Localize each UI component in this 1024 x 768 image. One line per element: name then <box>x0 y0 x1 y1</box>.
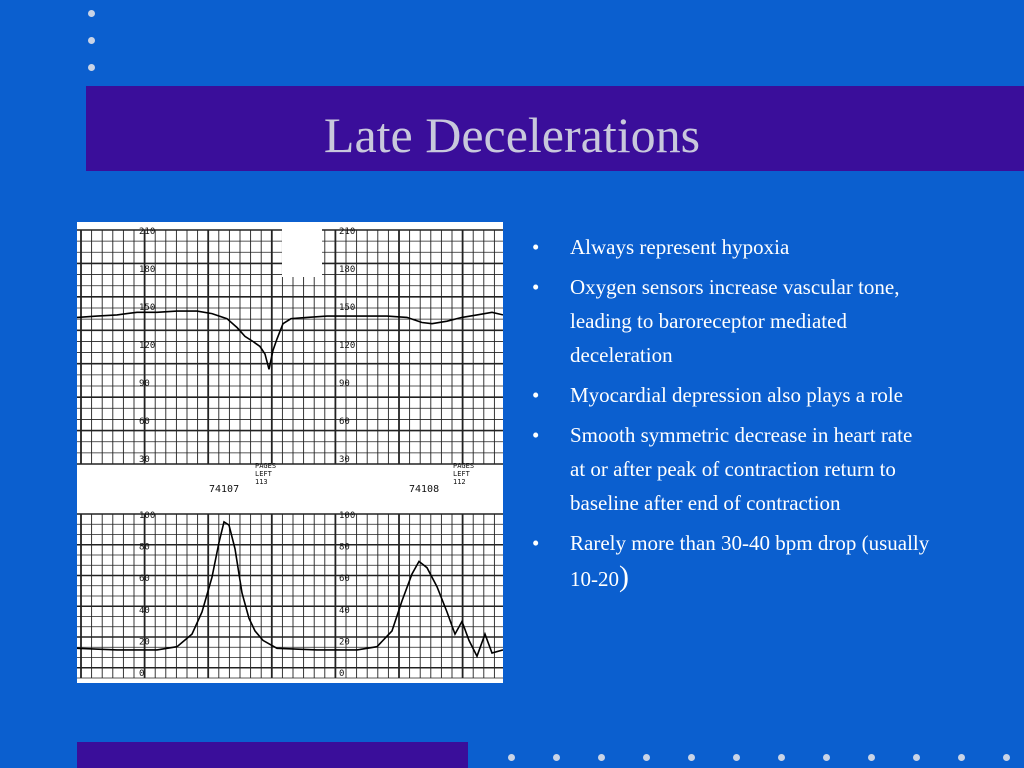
slide-title: Late Decelerations <box>323 107 701 163</box>
bullet-list <box>530 230 930 602</box>
bullet-text: Rarely more than 30-40 bpm drop (usually 10-20 <box>570 531 930 591</box>
fhr-tick-label: 60 <box>339 417 350 427</box>
dot <box>823 754 830 761</box>
dot <box>88 37 95 44</box>
page-mark-label: PAGES <box>453 462 475 470</box>
fhr-tick-label: 120 <box>339 341 356 351</box>
strip-id-label: 74107 <box>209 484 240 495</box>
uc-tick-label: 80 <box>339 542 350 553</box>
dot <box>598 754 605 761</box>
fhr-tick-label: 60 <box>139 417 150 427</box>
bullet-text: Smooth symmetric decrease in heart rate at or after peak of contraction return to baseline after end of contraction <box>570 423 913 515</box>
ctg-strip-image <box>77 222 503 683</box>
dot <box>508 754 515 761</box>
fhr-tick-label: 90 <box>339 379 350 389</box>
fhr-tick-label: 180 <box>139 265 156 275</box>
fhr-tick-label: 210 <box>339 227 356 237</box>
dot <box>88 64 95 71</box>
uc-tick-label: 100 <box>139 511 156 521</box>
bullet-item <box>530 526 930 596</box>
fhr-tick-label: 120 <box>139 341 156 351</box>
fhr-tick-label: 210 <box>139 227 156 237</box>
bullet-item <box>530 418 930 520</box>
uc-tick-label: 60 <box>139 574 150 585</box>
fhr-tick-label: 30 <box>339 455 350 465</box>
decorative-dots-top-left <box>88 10 95 91</box>
uc-tick-label: 40 <box>339 605 350 616</box>
decorative-dots-bottom-right <box>508 754 1018 762</box>
fhr-tick-label: 180 <box>339 265 356 275</box>
dot <box>868 754 875 761</box>
scan-blotch <box>282 222 322 277</box>
page-mark-label: LEFT <box>255 470 272 478</box>
uc-tick-label: 20 <box>139 637 150 648</box>
dot <box>913 754 920 761</box>
dot <box>553 754 560 761</box>
bullet-text: Always represent hypoxia <box>570 235 790 259</box>
fhr-tick-label: 30 <box>139 455 150 465</box>
dot <box>778 754 785 761</box>
dot <box>88 10 95 17</box>
bullet-item <box>530 378 930 412</box>
page-mark-label: PAGES <box>255 462 277 470</box>
uc-tick-label: 20 <box>339 637 350 648</box>
fhr-tick-label: 90 <box>139 379 150 389</box>
bullet-text: Oxygen sensors increase vascular tone, leading to baroreceptor mediated deceleration <box>570 275 900 367</box>
dot <box>958 754 965 761</box>
ctg-strip-drawing <box>77 222 503 683</box>
uc-tick-label: 80 <box>139 542 150 553</box>
fhr-tick-label: 150 <box>139 303 156 313</box>
bullet-item <box>530 230 930 264</box>
strip-id-label: 74108 <box>409 484 440 495</box>
uc-tick-label: 0 <box>339 669 345 679</box>
bullet-item <box>530 270 930 372</box>
fhr-tick-label: 150 <box>339 303 356 313</box>
page-mark-label: 113 <box>255 478 268 486</box>
dot <box>643 754 650 761</box>
page-mark-label: 112 <box>453 478 466 486</box>
uc-tick-label: 40 <box>139 605 150 616</box>
closing-paren: ) <box>619 560 629 593</box>
bottom-band <box>77 742 468 768</box>
uc-tick-label: 100 <box>339 511 356 521</box>
uc-tick-label: 0 <box>139 669 145 679</box>
dot <box>688 754 695 761</box>
page-mark-label: LEFT <box>453 470 470 478</box>
dot <box>1003 754 1010 761</box>
bullet-text: Myocardial depression also plays a role <box>570 383 903 407</box>
dot <box>733 754 740 761</box>
uc-tick-label: 60 <box>339 574 350 585</box>
